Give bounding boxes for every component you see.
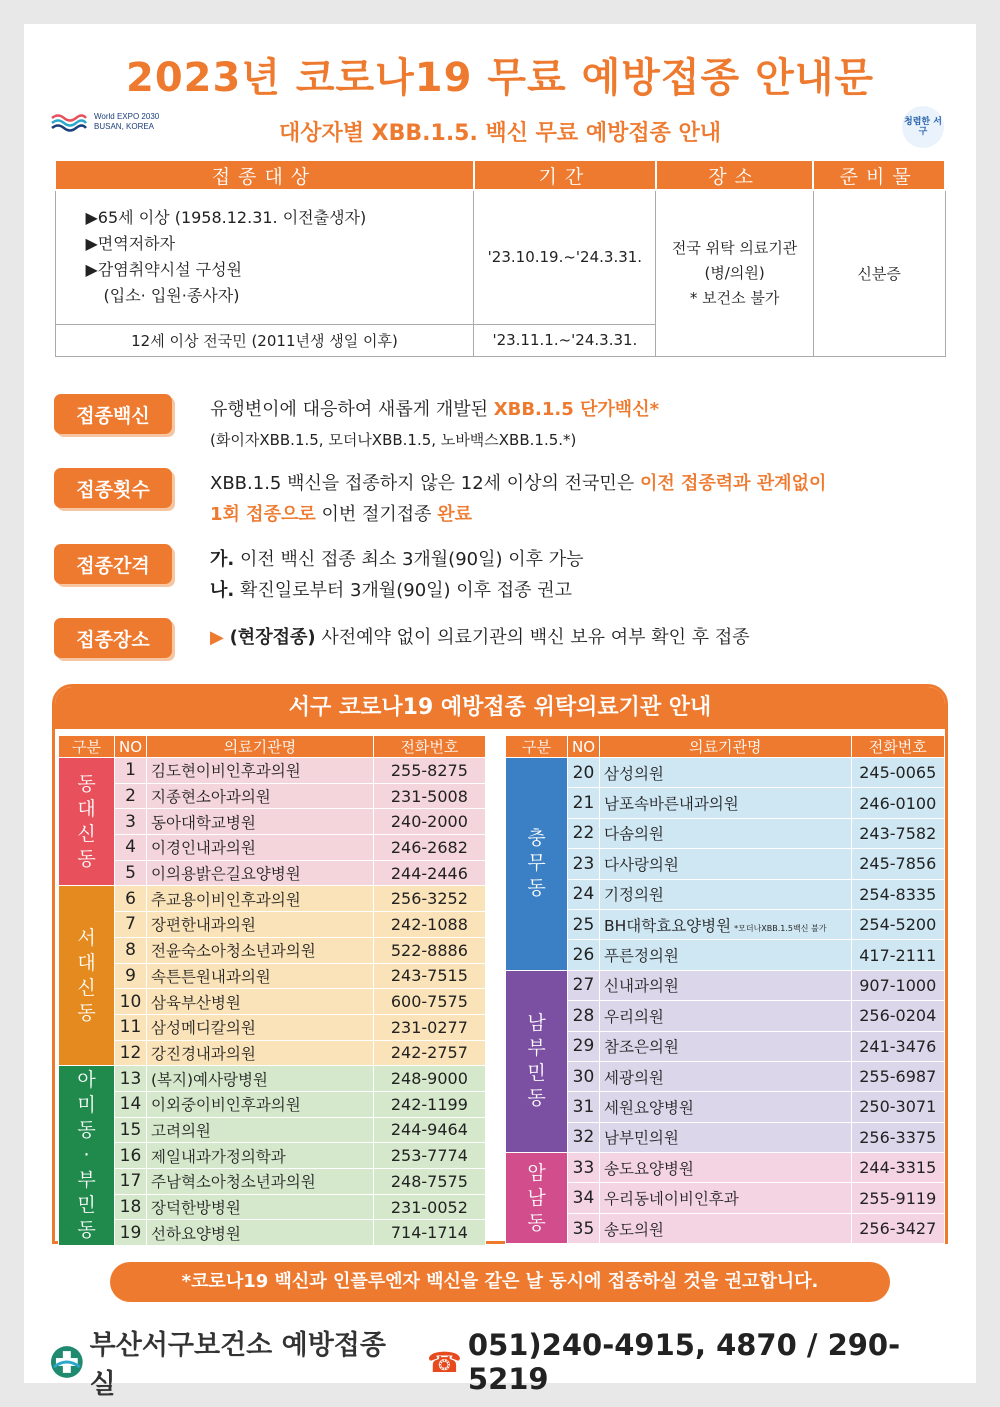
- district-group: 암남동: [506, 1153, 568, 1244]
- clinic-phone: 255-9119: [851, 1183, 944, 1213]
- target-item: ▶면역저하자: [85, 234, 176, 254]
- header-prep: 준비물: [813, 160, 945, 190]
- target-item: ▶감염취약시설 구성원: [85, 260, 242, 280]
- clinic-row: [506, 1031, 945, 1061]
- info-interval: [54, 544, 584, 606]
- clinic-no: 1: [115, 758, 147, 784]
- clinic-no: 22: [568, 818, 600, 848]
- interval-b-text: 확진일로부터 3개월(90일) 이후 접종 권고: [234, 580, 573, 601]
- clinic-row: [59, 886, 486, 912]
- place-bold: (현장접종): [229, 627, 316, 648]
- clinic-name-text: BH대학효요양병원: [604, 916, 732, 935]
- clinic-name-text: 푸른정의원: [604, 947, 679, 966]
- clinic-row: [59, 937, 486, 963]
- district-group: 충무동: [506, 758, 568, 971]
- clinic-no: 9: [115, 963, 147, 989]
- clinic-panel: [52, 684, 948, 1244]
- clinic-no: 30: [568, 1061, 600, 1091]
- clinic-row: [59, 835, 486, 861]
- clinic-row: [59, 1091, 486, 1117]
- clinic-name: [147, 783, 374, 809]
- count-label: 접종횟수: [54, 468, 172, 508]
- telephone-icon: ☎: [427, 1345, 462, 1379]
- clinic-name: [147, 886, 374, 912]
- info-vaccine: [54, 394, 659, 456]
- clinic-no: 24: [568, 879, 600, 909]
- clinic-name-text: 세원요양병원: [604, 1098, 694, 1117]
- clinic-no: 32: [568, 1122, 600, 1152]
- clinic-row: [59, 758, 486, 784]
- clinic-name-text: 삼육부산병원: [151, 993, 241, 1012]
- clinic-name: [147, 835, 374, 861]
- interval-a-text: 이전 백신 접종 최소 3개월(90일) 이후 가능: [234, 549, 584, 570]
- clinic-name: [600, 1061, 852, 1091]
- clinic-phone: 241-3476: [851, 1031, 944, 1061]
- clinic-no: 12: [115, 1040, 147, 1066]
- clinic-phone: 240-2000: [373, 809, 485, 835]
- health-center-icon: [50, 1345, 84, 1379]
- group2-target: 12세 이상 전국민 (2011년생 생일 이후): [55, 324, 474, 356]
- clinic-no: 29: [568, 1031, 600, 1061]
- target-item: (입소· 입원·종사자): [103, 286, 240, 306]
- clinic-name: [147, 758, 374, 784]
- clinic-no: 2: [115, 783, 147, 809]
- clinic-name: [147, 1066, 374, 1092]
- clinic-name: [147, 860, 374, 886]
- clinic-row: [506, 818, 945, 848]
- clinic-no: 20: [568, 758, 600, 788]
- clinic-phone: 242-1088: [373, 912, 485, 938]
- col-name: 의료기관명: [147, 736, 374, 758]
- count-hl2: 1회 접종으로: [210, 504, 316, 525]
- district-group: 동대신동: [59, 758, 115, 886]
- clinic-no: 15: [115, 1117, 147, 1143]
- place-label: 접종장소: [54, 618, 172, 658]
- clinic-row: [506, 970, 945, 1000]
- vaccine-label: 접종백신: [54, 394, 172, 434]
- footer-phone: 051)240-4915, 4870 / 290-5219: [467, 1328, 901, 1396]
- clinic-name: [600, 1213, 852, 1243]
- clinic-row: [59, 989, 486, 1015]
- clinic-phone: 245-0065: [851, 758, 944, 788]
- clinic-name-text: 신내과의원: [604, 977, 679, 996]
- clinic-row: [59, 963, 486, 989]
- clinic-phone: 246-0100: [851, 788, 944, 818]
- clinic-name-text: 제일내과가정의학과: [151, 1147, 286, 1166]
- clinic-row: [59, 1066, 486, 1092]
- clinic-name-text: 장덕한방병원: [151, 1199, 241, 1218]
- clinic-name-text: 추교용이비인후과의원: [151, 890, 301, 909]
- clinic-row: [59, 912, 486, 938]
- clinic-row: [59, 1117, 486, 1143]
- interval-b-mark: 나.: [210, 580, 235, 601]
- district-group: 남부민동: [506, 970, 568, 1152]
- clinic-name: [600, 1183, 852, 1213]
- header-place: 장소: [656, 160, 814, 190]
- clinic-phone: 231-0277: [373, 1014, 485, 1040]
- clinic-note: *모더나XBB.1.5백신 불가: [734, 923, 827, 933]
- clinic-name-text: 주남혁소아청소년과의원: [151, 1173, 316, 1192]
- clinic-row: [506, 879, 945, 909]
- col-name: 의료기관명: [600, 736, 852, 758]
- clinic-phone: 243-7582: [851, 818, 944, 848]
- clinic-no: 11: [115, 1014, 147, 1040]
- clinic-name-text: 이외중이비인후과의원: [151, 1096, 301, 1115]
- clinic-no: 28: [568, 1001, 600, 1031]
- poster-title: 2023년 코로나19 무료 예방접종 안내문: [125, 55, 874, 101]
- place-line: (병/의원): [704, 263, 765, 282]
- clinic-phone: 714-1714: [373, 1220, 485, 1246]
- clinic-name: [600, 849, 852, 879]
- clinic-row: [506, 940, 945, 970]
- vaccine-sub: (화이자XBB.1.5, 모더나XBB.1.5, 노바백스XBB.1.5.*): [210, 431, 577, 449]
- clinic-no: 17: [115, 1169, 147, 1195]
- clinic-name-text: 송도요양병원: [604, 1159, 694, 1178]
- clinic-phone: 231-0052: [373, 1194, 485, 1220]
- clinic-row: [59, 1169, 486, 1195]
- expo-line1: World EXPO 2030: [94, 112, 160, 121]
- clinic-name: [147, 989, 374, 1015]
- clinic-name-text: 남포속바른내과의원: [604, 795, 739, 814]
- count-text1: XBB.1.5 백신을 접종하지 않은 12세 이상의 전국민은: [210, 473, 640, 494]
- clinic-no: 16: [115, 1143, 147, 1169]
- clinic-name: [147, 1040, 374, 1066]
- clinic-name-text: 기정의원: [604, 886, 664, 905]
- clinic-row: [59, 809, 486, 835]
- clinic-phone: 254-8335: [851, 879, 944, 909]
- clinic-phone: 255-8275: [373, 758, 485, 784]
- clinic-phone: 231-5008: [373, 783, 485, 809]
- col-phone: 전화번호: [851, 736, 944, 758]
- col-no: NO: [568, 736, 600, 758]
- clinic-name-text: 세광의원: [604, 1068, 664, 1087]
- clinic-name: [600, 1031, 852, 1061]
- clinic-no: 5: [115, 860, 147, 886]
- clinic-name-text: 송도의원: [604, 1220, 664, 1239]
- clinic-row: [59, 1040, 486, 1066]
- count-text2: 이번 절기접종: [315, 504, 438, 525]
- district-logo: 청렴한 서구: [902, 106, 944, 148]
- clinic-phone: 248-7575: [373, 1169, 485, 1195]
- col-no: NO: [115, 736, 147, 758]
- clinic-row: [506, 1092, 945, 1122]
- clinic-phone: 248-9000: [373, 1066, 485, 1092]
- clinic-table-left: [58, 735, 486, 1246]
- clinic-phone: 246-2682: [373, 835, 485, 861]
- clinic-name: [600, 1001, 852, 1031]
- place-line: 전국 위탁 의료기관: [671, 238, 798, 257]
- clinic-name-text: 선하요양병원: [151, 1224, 241, 1243]
- clinic-no: 7: [115, 912, 147, 938]
- clinic-row: [506, 849, 945, 879]
- group1-period: '23.10.19.~'24.3.31.: [474, 190, 656, 324]
- clinic-name-text: 다사랑의원: [604, 855, 679, 874]
- poster-subtitle: 대상자별 XBB.1.5. 백신 무료 예방접종 안내: [278, 121, 721, 146]
- clinic-name: [147, 963, 374, 989]
- recommendation-banner: *코로나19 백신과 인플루엔자 백신을 같은 날 동시에 접종하실 것을 권고합니다.: [110, 1262, 890, 1302]
- clinic-name: [600, 879, 852, 909]
- footer-name: 부산서구보건소 예방접종실: [89, 1330, 386, 1400]
- clinic-row: [506, 1213, 945, 1243]
- clinic-name: [600, 758, 852, 788]
- clinic-no: 33: [568, 1153, 600, 1183]
- clinic-name-text: 다솜의원: [604, 825, 664, 844]
- clinic-no: 21: [568, 788, 600, 818]
- clinic-row: [506, 1122, 945, 1152]
- clinic-name: [147, 1117, 374, 1143]
- clinic-name-text: 전윤숙소아청소년과의원: [151, 942, 316, 961]
- clinic-no: 35: [568, 1213, 600, 1243]
- clinic-name: [147, 1014, 374, 1040]
- clinic-name-text: 삼성메디칼의원: [151, 1019, 256, 1038]
- clinic-phone: 256-3427: [851, 1213, 944, 1243]
- clinic-row: [506, 1061, 945, 1091]
- clinic-phone: 243-7515: [373, 963, 485, 989]
- clinic-no: 27: [568, 970, 600, 1000]
- clinic-name-text: 지종현소아과의원: [151, 788, 271, 807]
- clinic-row: [59, 1143, 486, 1169]
- col-group: 구분: [59, 736, 115, 758]
- col-group: 구분: [506, 736, 568, 758]
- col-phone: 전화번호: [373, 736, 485, 758]
- clinic-name: [147, 1220, 374, 1246]
- place-arrow-icon: ▶: [210, 627, 224, 648]
- clinic-name: [147, 1169, 374, 1195]
- clinic-phone: 250-3071: [851, 1092, 944, 1122]
- clinic-row: [506, 1183, 945, 1213]
- clinic-no: 19: [115, 1220, 147, 1246]
- clinic-row: [59, 783, 486, 809]
- clinic-phone: 254-5200: [851, 909, 944, 939]
- clinic-name: [147, 912, 374, 938]
- clinic-no: 4: [115, 835, 147, 861]
- interval-a-mark: 가.: [210, 549, 235, 570]
- prep-cell: 신분증: [813, 190, 945, 356]
- clinic-name-text: 우리동네이비인후과: [604, 1190, 739, 1209]
- target-table: [54, 159, 946, 357]
- clinic-name-text: 속튼튼원내과의원: [151, 967, 271, 986]
- clinic-no: 34: [568, 1183, 600, 1213]
- clinic-name: [600, 909, 852, 939]
- clinic-name: [600, 940, 852, 970]
- clinic-name: [600, 1122, 852, 1152]
- clinic-row: [506, 788, 945, 818]
- clinic-row: [506, 1001, 945, 1031]
- clinic-phone: 242-1199: [373, 1091, 485, 1117]
- clinic-title: 서구 코로나19 예방접종 위탁의료기관 안내: [55, 687, 945, 729]
- clinic-no: 31: [568, 1092, 600, 1122]
- clinic-name: [147, 1091, 374, 1117]
- vaccine-text: 유행변이에 대응하여 새롭게 개발된: [210, 399, 494, 420]
- clinic-name-text: 우리의원: [604, 1007, 664, 1026]
- clinic-no: 3: [115, 809, 147, 835]
- district-group: 서대신동: [59, 886, 115, 1066]
- clinic-phone: 522-8886: [373, 937, 485, 963]
- header-period: 기간: [474, 160, 656, 190]
- info-place: [54, 618, 750, 658]
- clinic-name: [147, 1143, 374, 1169]
- clinic-name: [600, 818, 852, 848]
- clinic-phone: 245-7856: [851, 849, 944, 879]
- clinic-name: [147, 809, 374, 835]
- clinic-name: [147, 937, 374, 963]
- clinic-name: [600, 1153, 852, 1183]
- clinic-no: 25: [568, 909, 600, 939]
- clinic-phone: 244-3315: [851, 1153, 944, 1183]
- clinic-phone: 242-2757: [373, 1040, 485, 1066]
- clinic-no: 14: [115, 1091, 147, 1117]
- clinic-phone: 600-7575: [373, 989, 485, 1015]
- clinic-name-text: 삼성의원: [604, 764, 664, 783]
- clinic-phone: 253-7774: [373, 1143, 485, 1169]
- count-hl1: 이전 접종력과 관계없이: [639, 473, 827, 494]
- clinic-phone: 244-9464: [373, 1117, 485, 1143]
- clinic-row: [506, 1153, 945, 1183]
- header-target: 접종대상: [55, 160, 474, 190]
- clinic-name-text: 김도현이비인후과의원: [151, 762, 301, 781]
- clinic-no: 10: [115, 989, 147, 1015]
- group1-target: [55, 190, 474, 324]
- clinic-phone: 256-0204: [851, 1001, 944, 1031]
- clinic-table-right: [505, 735, 945, 1244]
- clinic-name-text: 강진경내과의원: [151, 1044, 256, 1063]
- count-hl3: 완료: [437, 504, 473, 525]
- clinic-name-text: 동아대학교병원: [151, 813, 256, 832]
- clinic-no: 8: [115, 937, 147, 963]
- clinic-name: [600, 970, 852, 1000]
- district-group: 아미동·부민동: [59, 1066, 115, 1246]
- clinic-name-text: 고려의원: [151, 1121, 211, 1140]
- clinic-row: [506, 758, 945, 788]
- clinic-name: [600, 788, 852, 818]
- clinic-row: [59, 860, 486, 886]
- clinic-row: [59, 1014, 486, 1040]
- place-text: 사전예약 없이 의료기관의 백신 보유 여부 확인 후 접종: [315, 627, 750, 648]
- group2-period: '23.11.1.~'24.3.31.: [474, 324, 656, 356]
- clinic-row: [59, 1220, 486, 1246]
- vaccine-highlight: XBB.1.5 단가백신*: [493, 399, 659, 420]
- clinic-no: 26: [568, 940, 600, 970]
- clinic-name: [600, 1092, 852, 1122]
- clinic-no: 23: [568, 849, 600, 879]
- interval-label: 접종간격: [54, 544, 172, 584]
- target-item: ▶65세 이상 (1958.12.31. 이전출생자): [85, 208, 367, 228]
- clinic-phone: 244-2446: [373, 860, 485, 886]
- clinic-phone: 417-2111: [851, 940, 944, 970]
- clinic-name-text: 장편한내과의원: [151, 916, 256, 935]
- clinic-phone: 907-1000: [851, 970, 944, 1000]
- clinic-phone: 256-3252: [373, 886, 485, 912]
- clinic-name-text: 참조은의원: [604, 1038, 679, 1057]
- place-line: * 보건소 불가: [689, 288, 780, 307]
- footer: [50, 1323, 976, 1401]
- clinic-phone: 255-6987: [851, 1061, 944, 1091]
- clinic-name-text: 이의용밝은길요양병원: [151, 865, 301, 884]
- clinic-no: 18: [115, 1194, 147, 1220]
- clinic-row: [59, 1194, 486, 1220]
- expo-line2: BUSAN, KOREA: [94, 122, 155, 131]
- clinic-phone: 256-3375: [851, 1122, 944, 1152]
- info-count: [54, 468, 826, 530]
- clinic-name-text: 이경인내과의원: [151, 839, 256, 858]
- clinic-name: [147, 1194, 374, 1220]
- clinic-name-text: 남부민의원: [604, 1129, 679, 1148]
- clinic-row: [506, 909, 945, 939]
- clinic-name-text: (복지)예사랑병원: [151, 1070, 268, 1089]
- clinic-no: 13: [115, 1066, 147, 1092]
- clinic-no: 6: [115, 886, 147, 912]
- place-cell: [656, 190, 814, 356]
- poster: [24, 24, 976, 1400]
